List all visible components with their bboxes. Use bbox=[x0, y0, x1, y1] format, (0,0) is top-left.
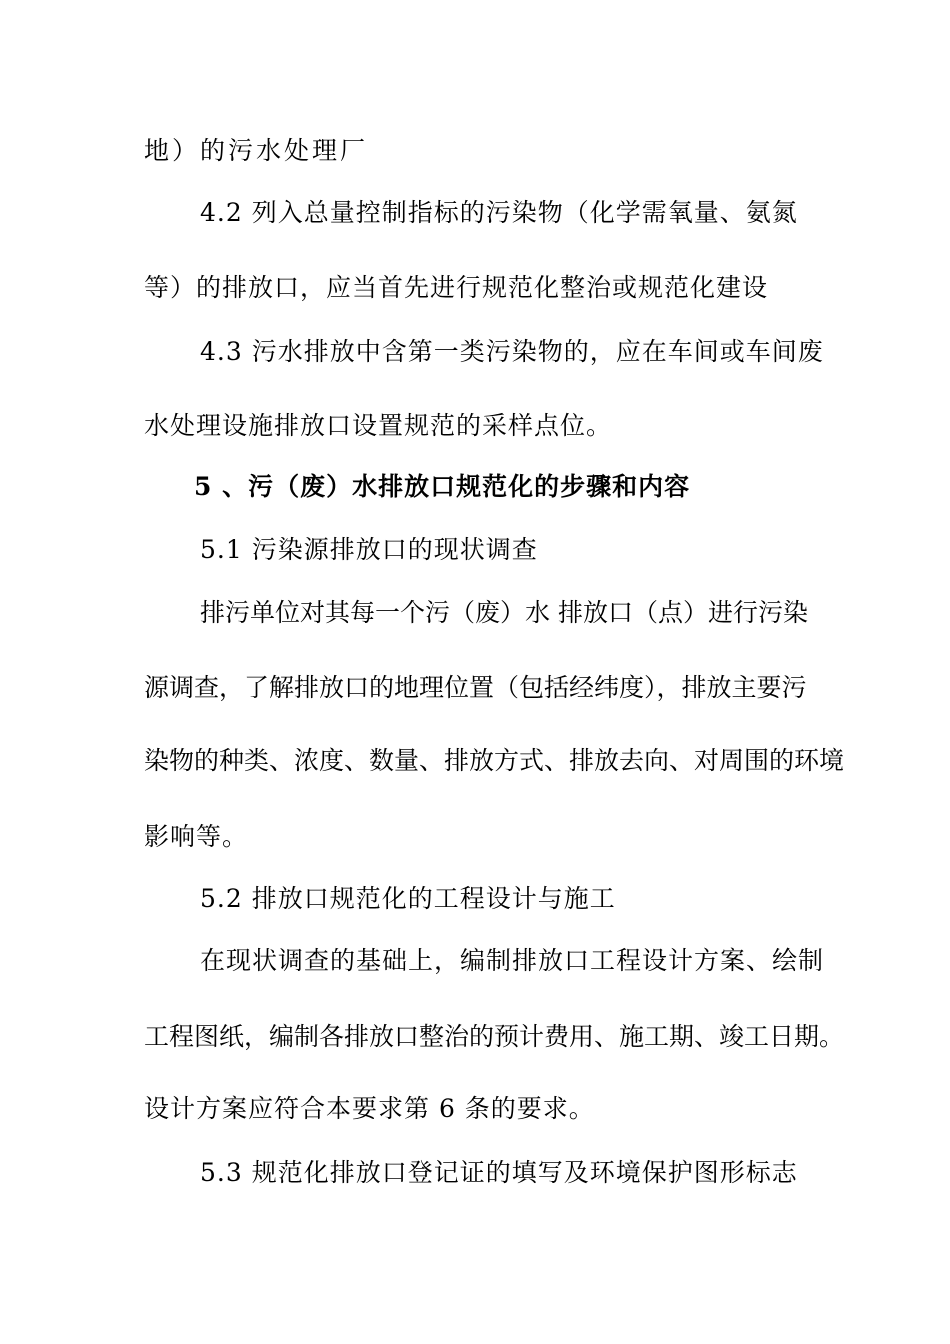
text-line-3: 等）的排放口，应当首先进行规范化整治或规范化建设 bbox=[144, 273, 769, 302]
text-line-2: 4.2 列入总量控制指标的污染物（化学需氧量、氨氮 bbox=[200, 198, 798, 227]
text-line-11: 影响等。 bbox=[144, 822, 249, 851]
text-line-12: 5.2 排放口规范化的工程设计与施工 bbox=[200, 884, 616, 913]
text-line-10: 染物的种类、浓度、数量、排放方式、排放去向、对周围的环境 bbox=[144, 746, 845, 775]
text-line-1: 地）的污水处理厂 bbox=[144, 136, 369, 165]
text-line-13: 在现状调查的基础上，编制排放口工程设计方案、绘制 bbox=[200, 946, 825, 975]
text-line-14: 工程图纸，编制各排放口整治的预计费用、施工期、竣工日期。 bbox=[144, 1022, 845, 1051]
section-heading-5: 5 、污（废）水排放口规范化的步骤和内容 bbox=[194, 472, 691, 501]
text-line-16: 5.3 规范化排放口登记证的填写及环境保护图形标志 bbox=[200, 1158, 798, 1187]
text-line-9: 源调查，了解排放口的地理位置（包括经纬度），排放主要污 bbox=[144, 673, 807, 702]
text-line-7: 5.1 污染源排放口的现状调查 bbox=[200, 535, 538, 564]
text-line-4: 4.3 污水排放中含第一类污染物的，应在车间或车间废 bbox=[200, 337, 824, 366]
text-line-8: 排污单位对其每一个污（废）水 排放口（点）进行污染 bbox=[200, 598, 808, 627]
text-line-5: 水处理设施排放口设置规范的采样点位。 bbox=[144, 411, 613, 440]
text-line-15: 设计方案应符合本要求第 6 条的要求。 bbox=[144, 1094, 595, 1123]
